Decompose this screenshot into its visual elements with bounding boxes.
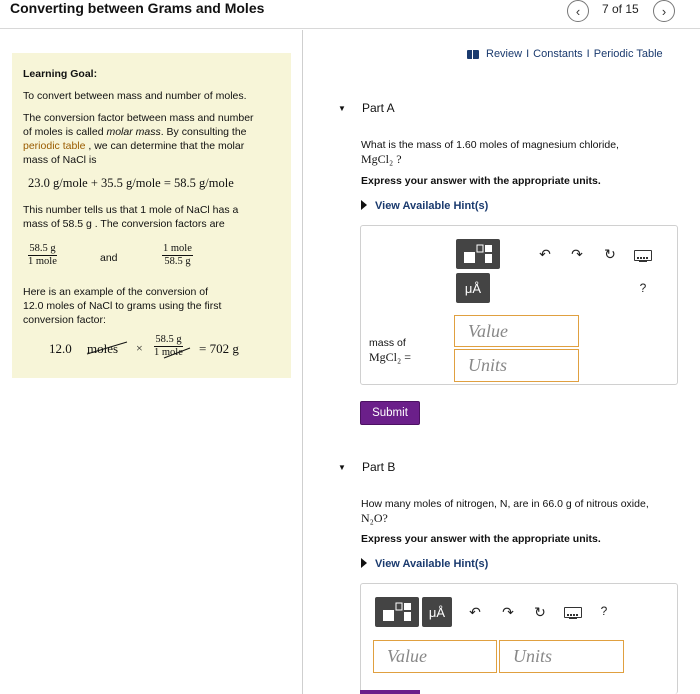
part-b-hints-link[interactable] [361, 558, 488, 570]
reset-icon: ↻ [534, 603, 546, 620]
factor-paragraph [23, 203, 288, 231]
example-line-3: conversion factor: [23, 314, 106, 326]
question-line-1: How many moles of nitrogen, N, are in 66.0 g of nitrous oxide, [361, 498, 649, 510]
undo-icon: ↶ [469, 603, 481, 620]
mu-angstrom-icon: μÅ [428, 604, 446, 620]
part-b-undo-button[interactable] [466, 603, 484, 621]
column-divider [302, 30, 303, 694]
fraction-numerator: 1 mole [163, 243, 192, 254]
periodic-table-link[interactable]: periodic table [23, 140, 86, 152]
part-b-collapse-toggle[interactable]: ▼ [338, 463, 346, 472]
example-fraction [154, 334, 183, 359]
part-a-value-input[interactable]: Value [454, 315, 579, 347]
part-b-help-button[interactable] [596, 603, 612, 619]
part-a-units-input[interactable]: Units [454, 349, 579, 382]
cancelled-denominator: 1 mole [154, 347, 183, 358]
fraction-denominator [154, 347, 183, 359]
part-a-question [361, 138, 681, 166]
intro-line-1: The conversion factor between mass and number [23, 112, 254, 124]
book-icon [467, 50, 479, 59]
example-paragraph [23, 285, 288, 327]
conversion-factor-2 [162, 243, 193, 268]
example-line-2: 12.0 moles of NaCl to grams using the first [23, 300, 222, 312]
part-b-question [361, 497, 691, 525]
fraction-denominator: 1 mole [28, 256, 57, 267]
part-a-reset-button[interactable] [601, 245, 619, 263]
intro-text: of moles is called [23, 126, 107, 138]
caret-right-icon [361, 200, 367, 210]
and-text: and [100, 252, 118, 264]
part-a-hints-link[interactable] [361, 200, 488, 212]
part-a-units-button[interactable] [456, 273, 490, 303]
chevron-right-icon: › [661, 3, 667, 19]
part-b-units-input[interactable]: Units [499, 640, 624, 673]
example-unit-cancelled [87, 341, 118, 357]
redo-icon: ↷ [502, 603, 514, 620]
part-a-keyboard-button[interactable] [634, 250, 652, 261]
part-a-instruction: Express your answer with the appropriate units. [361, 175, 601, 187]
fraction-denominator: 58.5 g [164, 256, 191, 267]
part-a-redo-button[interactable] [568, 245, 586, 263]
caret-right-icon [361, 558, 367, 568]
intro-paragraph [23, 111, 288, 167]
hints-label: View Available Hint(s) [375, 558, 489, 570]
link-separator: I [586, 48, 590, 60]
templates-icon [456, 239, 500, 269]
strike-icon [85, 340, 131, 356]
part-b-value-input[interactable]: Value [373, 640, 497, 673]
help-icon: ? [600, 604, 608, 618]
help-icon: ? [639, 281, 647, 295]
review-link[interactable]: Review [486, 48, 523, 60]
link-separator: I [526, 48, 530, 60]
times-sign: × [136, 341, 143, 355]
reset-icon: ↻ [604, 245, 616, 262]
part-a-collapse-toggle[interactable]: ▼ [338, 104, 346, 113]
prev-button[interactable] [567, 0, 589, 22]
part-a-answer-label [369, 336, 411, 364]
question-line-1: What is the mass of 1.60 moles of magnesium chloride, [361, 139, 619, 151]
answer-label-line-2: MgCl₂ = [369, 350, 411, 364]
part-b-units-button[interactable] [422, 597, 452, 627]
molar-mass-equation: 23.0 g/mole + 35.5 g/mole = 58.5 g/mole [28, 176, 234, 190]
undo-icon: ↶ [539, 245, 551, 262]
hints-label: View Available Hint(s) [375, 200, 489, 212]
chevron-left-icon: ‹ [575, 3, 581, 19]
redo-icon: ↷ [571, 245, 583, 262]
intro-line-3 [23, 139, 288, 153]
example-result: = 702 g [199, 341, 239, 356]
part-a-undo-button[interactable] [536, 245, 554, 263]
constants-link[interactable]: Constants [533, 48, 583, 60]
part-b-redo-button[interactable] [499, 603, 517, 621]
part-b-templates-button[interactable] [375, 597, 419, 627]
cancelled-unit: moles [87, 341, 119, 356]
learning-goal-text: To convert between mass and number of moles. [23, 90, 247, 102]
molar-mass-term: molar mass [106, 126, 161, 138]
mu-angstrom-icon: μÅ [464, 280, 482, 296]
page-title: Converting between Grams and Moles [10, 0, 265, 16]
header-divider [0, 28, 700, 29]
part-a-submit-button[interactable]: Submit [360, 401, 420, 425]
part-b-reset-button[interactable] [531, 603, 549, 621]
resource-links [467, 48, 663, 60]
templates-icon [375, 597, 419, 627]
part-b-instruction: Express your answer with the appropriate units. [361, 533, 601, 545]
intro-text: . By consulting the [160, 126, 247, 138]
learning-goal-panel [12, 53, 291, 378]
part-a-title[interactable]: Part A [362, 101, 395, 115]
factor-line-1: This number tells us that 1 mole of NaCl has a [23, 204, 239, 216]
fraction-numerator: 58.5 g [29, 243, 56, 254]
intro-text: , we can determine that the molar [85, 140, 245, 152]
conversion-factor-1 [28, 243, 57, 268]
keyboard-icon [565, 612, 581, 621]
intro-line-2 [23, 125, 288, 139]
intro-line-4: mass of NaCl is [23, 154, 97, 166]
periodic-table-resource-link[interactable]: Periodic Table [593, 48, 663, 60]
strike-icon [162, 347, 192, 359]
part-a-help-button[interactable] [635, 280, 651, 296]
learning-goal-heading: Learning Goal: [23, 68, 98, 80]
part-b-submit-button[interactable] [360, 690, 420, 694]
example-quantity: 12.0 [49, 341, 72, 356]
part-a-templates-button[interactable] [456, 239, 500, 269]
part-b-keyboard-button[interactable] [564, 607, 582, 618]
pager-text: 7 of 15 [602, 2, 639, 16]
keyboard-icon [635, 255, 651, 264]
factor-line-2: mass of 58.5 g . The conversion factors are [23, 218, 225, 230]
part-b-title[interactable]: Part B [362, 460, 396, 474]
example-line-1: Here is an example of the conversion of [23, 286, 209, 298]
answer-label-line-1: mass of [369, 337, 406, 349]
question-line-2: MgCl₂ ? [361, 152, 402, 166]
question-line-2: N₂O? [361, 511, 388, 525]
fraction-numerator: 58.5 g [155, 334, 182, 345]
next-button[interactable] [653, 0, 675, 22]
